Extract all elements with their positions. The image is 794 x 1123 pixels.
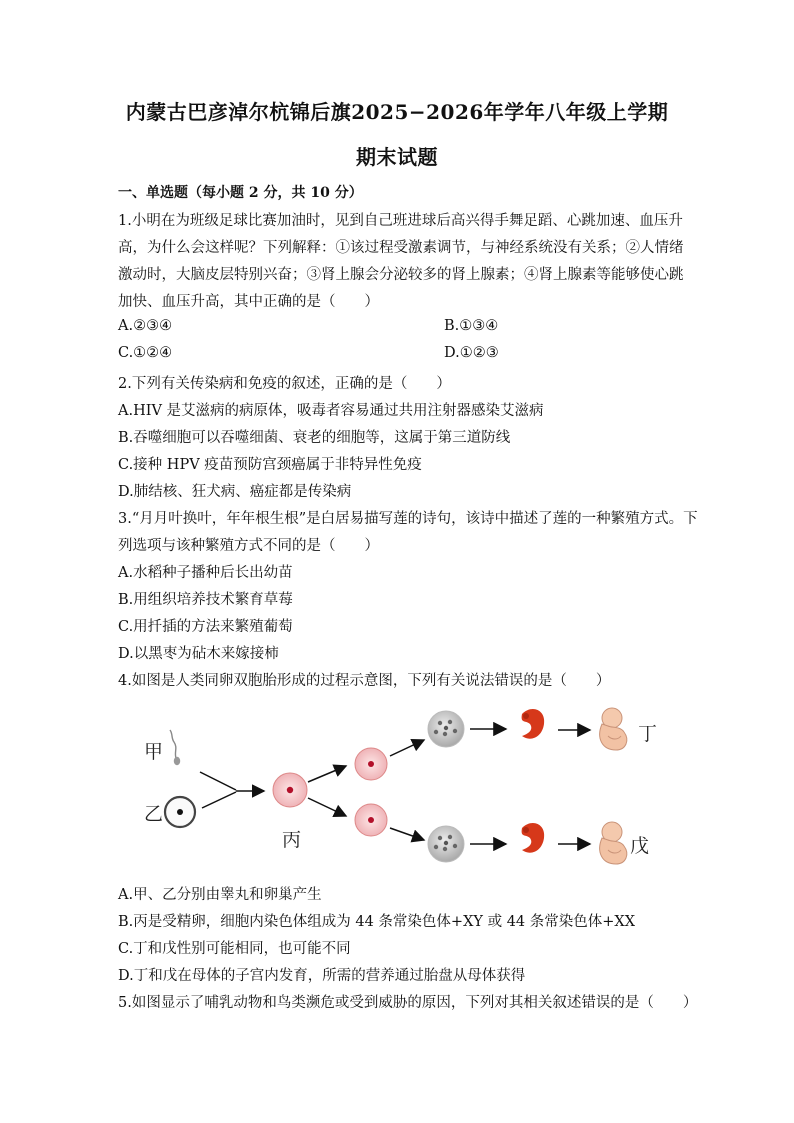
- embryo-icon: [522, 823, 545, 853]
- q1-stem-line: 1.小明在为班级足球比赛加油时，见到自己班进球后高兴得手舞足蹈、心跳加速、血压升: [118, 213, 683, 229]
- q3-option-d: D.以黑枣为砧木来嫁接柿: [118, 646, 279, 662]
- embryo-icon: [522, 709, 545, 739]
- q1-stem-line: 加快、血压升高，其中正确的是（ ）: [118, 294, 379, 310]
- q2-option-d: D.肺结核、狂犬病、癌症都是传染病: [118, 484, 352, 500]
- arrow: [390, 828, 424, 840]
- q2-option-b: B.吞噬细胞可以吞噬细菌、衰老的细胞等，这属于第三道防线: [118, 430, 511, 446]
- q1-stem-line: 激动时，大脑皮层特别兴奋；③肾上腺会分泌较多的肾上腺素；④肾上腺素等能够使心跳: [118, 267, 684, 283]
- q1-option-c: C.①②④: [118, 345, 173, 361]
- q4-stem: 4.如图是人类同卵双胞胎形成的过程示意图，下列有关说法错误的是（ ）: [118, 673, 611, 689]
- label-jia: 甲: [144, 741, 164, 763]
- q3-option-a: A.水稻种子播种后长出幼苗: [118, 565, 293, 581]
- label-ding: 丁: [638, 723, 658, 745]
- q1-option-d: D.①②③: [444, 345, 499, 361]
- q4-option-c: C.丁和戊性别可能相同，也可能不同: [118, 941, 351, 957]
- q3-stem-line: 列选项与该种繁殖方式不同的是（ ）: [118, 538, 379, 554]
- sperm-icon: [170, 730, 180, 765]
- fertilization-line: [202, 792, 236, 808]
- morula-icon: [428, 826, 464, 862]
- q4-option-b: B.丙是受精卵，细胞内染色体组成为 44 条常染色体+XY 或 44 条常染色体+XX: [118, 914, 636, 930]
- q2-option-c: C.接种 HPV 疫苗预防宫颈癌属于非特异性免疫: [118, 457, 422, 473]
- q3-option-c: C.用扦插的方法来繁殖葡萄: [118, 619, 293, 635]
- label-wu: 戊: [630, 835, 650, 857]
- exam-title-line1: 内蒙古巴彦淖尔杭锦后旗2025−2026年学年八年级上学期: [125, 100, 669, 124]
- arrow: [308, 766, 346, 782]
- label-yi: 乙: [144, 803, 164, 825]
- q3-stem-line: 3.“月月叶换叶，年年根生根”是白居易描写莲的诗句，该诗中描述了莲的一种繁殖方式。下: [118, 511, 698, 527]
- exam-title-line2: 期末试题: [356, 145, 438, 169]
- q5-stem: 5.如图显示了哺乳动物和鸟类濒危或受到威胁的原因，下列对其相关叙述错误的是（ ）: [118, 995, 698, 1011]
- q4-option-d: D.丁和戊在母体的子宫内发育，所需的营养通过胎盘从母体获得: [118, 968, 526, 984]
- split-cell-icon: [355, 804, 387, 836]
- fetus-icon: [600, 822, 627, 864]
- twin-formation-diagram: [118, 694, 678, 870]
- arrow: [390, 740, 424, 756]
- q2-option-a: A.HIV 是艾滋病的病原体，吸毒者容易通过共用注射器感染艾滋病: [118, 403, 544, 419]
- section-heading: 一、单选题（每小题 2 分，共 10 分）: [118, 185, 363, 201]
- egg-cell-icon: [165, 797, 195, 827]
- q1-option-a: A.②③④: [118, 318, 173, 334]
- arrow: [308, 798, 346, 816]
- split-cell-icon: [355, 748, 387, 780]
- fertilization-line: [200, 772, 236, 790]
- fetus-icon: [600, 708, 627, 750]
- morula-icon: [428, 711, 464, 747]
- label-bing: 丙: [282, 829, 302, 851]
- q3-option-b: B.用组织培养技术繁育草莓: [118, 592, 293, 608]
- q1-stem-line: 高，为什么会这样呢？下列解释：①该过程受激素调节，与神经系统没有关系；②人情绪: [118, 240, 684, 256]
- zygote-icon: [273, 773, 307, 807]
- q1-option-b: B.①③④: [444, 318, 499, 334]
- q4-option-a: A.甲、乙分别由睾丸和卵巢产生: [118, 887, 322, 903]
- q2-stem: 2.下列有关传染病和免疫的叙述，正确的是（ ）: [118, 376, 451, 392]
